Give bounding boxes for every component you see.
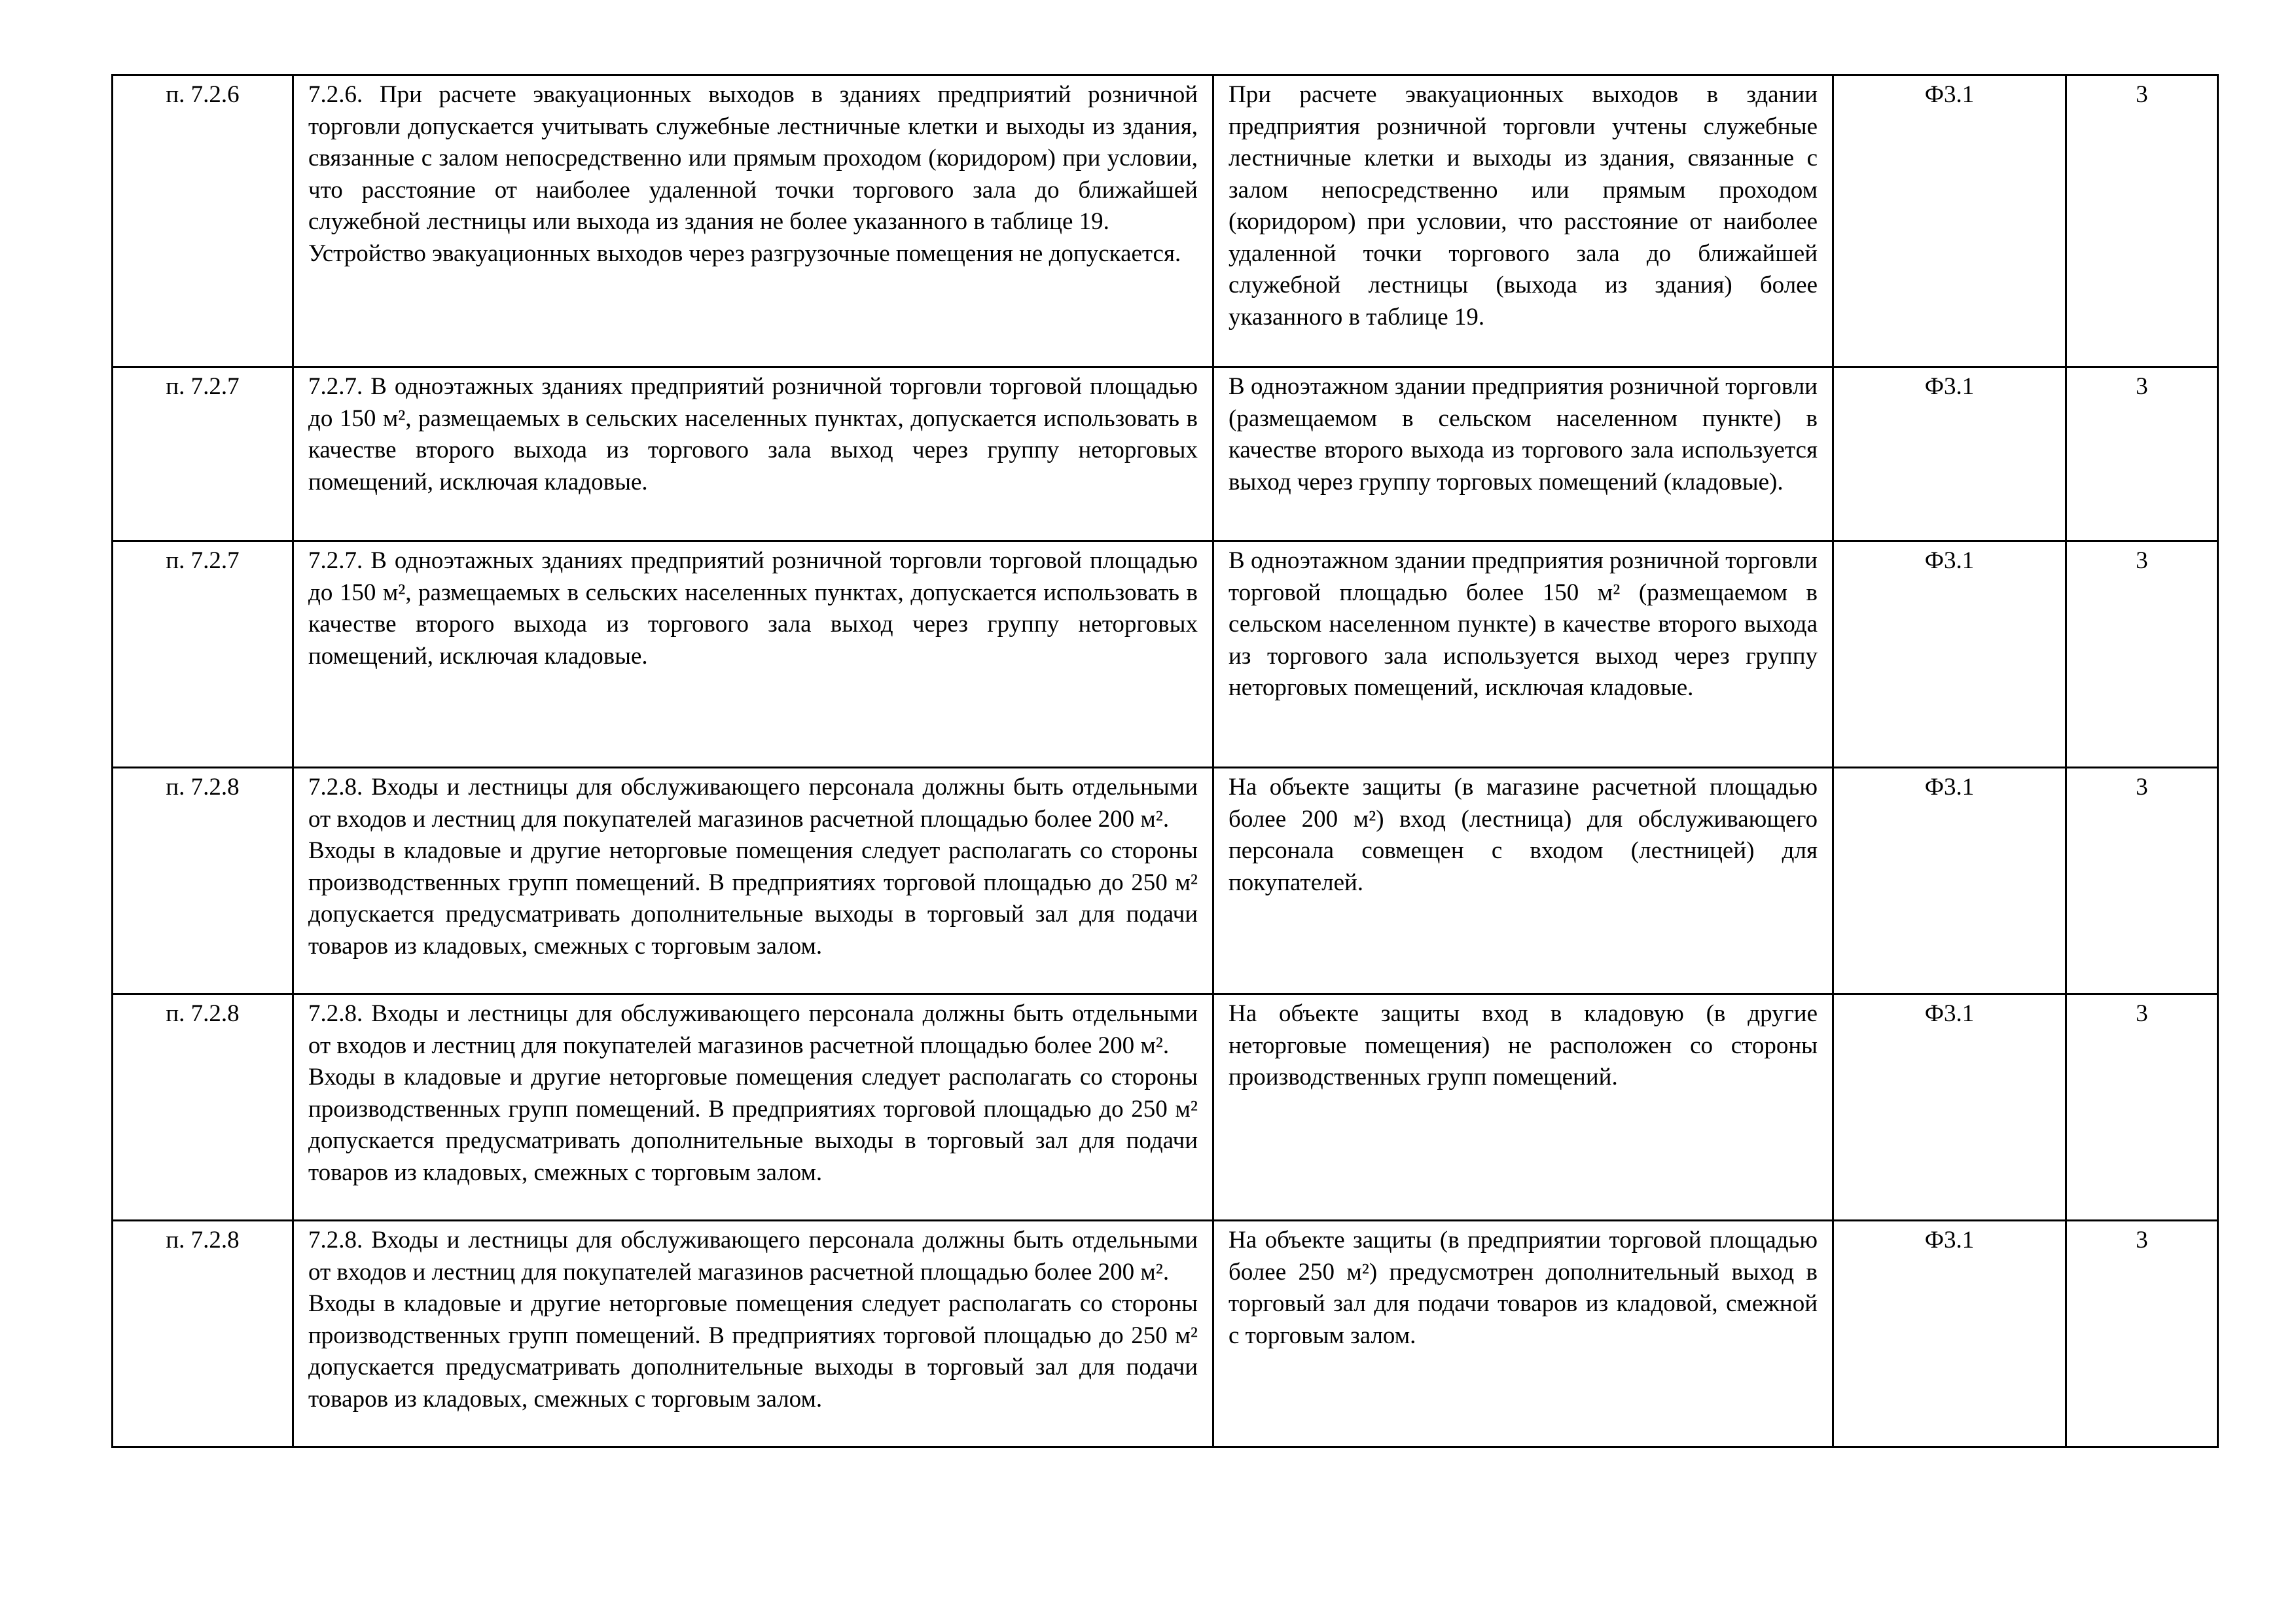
violation-text-cell xyxy=(1213,75,1833,367)
requirement-paragraph: Входы в кладовые и другие неторговые помещения следует располагать со стороны производственных групп помещений. В предприятиях торговой площадью до 250 м² допускается предусматривать дополнительные выходы в торговый зал для подачи товаров из кладовых, смежных с торговым залом. xyxy=(308,1290,1198,1413)
clause-ref-cell: п. 7.2.7 xyxy=(113,367,293,541)
violation-text-cell xyxy=(1213,1221,1833,1447)
functional-class-cell: Ф3.1 xyxy=(1833,994,2066,1221)
functional-class-cell: Ф3.1 xyxy=(1833,768,2066,994)
violation-paragraph: На объекте защиты (в магазине расчетной площадью более 200 м²) вход (лестница) для обслуживающего персонала совмещен с входом (лестницей) для покупателей. xyxy=(1229,774,1818,896)
functional-class-cell: Ф3.1 xyxy=(1833,1221,2066,1447)
violation-paragraph: На объекте защиты (в предприятии торговой площадью более 250 м²) предусмотрен дополнительный выход в торговый зал для подачи товаров из кладовой, смежной с торговым залом. xyxy=(1229,1227,1818,1349)
clause-ref-cell: п. 7.2.8 xyxy=(113,1221,293,1447)
category-cell: 3 xyxy=(2066,367,2218,541)
functional-class-cell: Ф3.1 xyxy=(1833,367,2066,541)
violation-paragraph: При расчете эвакуационных выходов в здании предприятия розничной торговли учтены служебные лестничные клетки и выходы из здания, связанные с залом непосредственно или прямым проходом (коридором) при условии, что расстояние от наиболее удаленной точки торгового зала до ближайшей служебной лестницы (выхода из здания) более указанного в таблице 19. xyxy=(1229,81,1818,331)
clause-ref-cell: п. 7.2.8 xyxy=(113,768,293,994)
requirement-paragraph: 7.2.6. При расчете эвакуационных выходов в зданиях предприятий розничной торговли допускается учитывать служебные лестничные клетки и выходы из здания, связанные с залом непосредственно или прямым проходом (коридором) при условии, что расстояние от наиболее удаленной точки торгового зала до ближайшей служебной лестницы или выхода из здания не более указанного в таблице 19. xyxy=(308,81,1198,235)
functional-class-cell: Ф3.1 xyxy=(1833,541,2066,768)
violation-text-cell xyxy=(1213,541,1833,768)
category-cell: 3 xyxy=(2066,768,2218,994)
requirement-text-cell xyxy=(293,541,1213,768)
requirement-text-cell xyxy=(293,994,1213,1221)
requirement-text-cell xyxy=(293,1221,1213,1447)
requirements-table xyxy=(111,74,2219,1448)
violation-text-cell xyxy=(1213,768,1833,994)
clause-ref-cell: п. 7.2.6 xyxy=(113,75,293,367)
table-row xyxy=(113,541,2218,768)
category-cell: 3 xyxy=(2066,1221,2218,1447)
requirement-paragraph: Входы в кладовые и другие неторговые помещения следует располагать со стороны производственных групп помещений. В предприятиях торговой площадью до 250 м² допускается предусматривать дополнительные выходы в торговый зал для подачи товаров из кладовых, смежных с торговым залом. xyxy=(308,1064,1198,1186)
table-row xyxy=(113,1221,2218,1447)
clause-ref-cell: п. 7.2.7 xyxy=(113,541,293,768)
category-cell: 3 xyxy=(2066,994,2218,1221)
requirement-paragraph: Устройство эвакуационных выходов через разгрузочные помещения не допускается. xyxy=(308,240,1181,267)
violation-paragraph: В одноэтажном здании предприятия розничной торговли торговой площадью более 150 м² (размещаемом в сельском населенном пункте) в качестве второго выхода из торгового зала используется выход через группу неторговых помещений, исключая кладовые. xyxy=(1229,547,1818,701)
violation-paragraph: На объекте защиты вход в кладовую (в другие неторговые помещения) не расположен со стороны производственных групп помещений. xyxy=(1229,1000,1818,1091)
requirement-text-cell xyxy=(293,768,1213,994)
requirement-paragraph: 7.2.8. Входы и лестницы для обслуживающего персонала должны быть отдельными от входов и лестниц для покупателей магазинов расчетной площадью более 200 м². xyxy=(308,774,1198,833)
table-row xyxy=(113,367,2218,541)
requirement-paragraph: Входы в кладовые и другие неторговые помещения следует располагать со стороны производственных групп помещений. В предприятиях торговой площадью до 250 м² допускается предусматривать дополнительные выходы в торговый зал для подачи товаров из кладовых, смежных с торговым залом. xyxy=(308,837,1198,960)
requirement-paragraph: 7.2.8. Входы и лестницы для обслуживающего персонала должны быть отдельными от входов и лестниц для покупателей магазинов расчетной площадью более 200 м². xyxy=(308,1000,1198,1059)
requirement-text-cell xyxy=(293,75,1213,367)
table-row xyxy=(113,994,2218,1221)
document-page xyxy=(111,74,2217,1448)
violation-text-cell xyxy=(1213,367,1833,541)
clause-ref-cell: п. 7.2.8 xyxy=(113,994,293,1221)
functional-class-cell: Ф3.1 xyxy=(1833,75,2066,367)
violation-text-cell xyxy=(1213,994,1833,1221)
category-cell: 3 xyxy=(2066,541,2218,768)
category-cell: 3 xyxy=(2066,75,2218,367)
requirement-text-cell xyxy=(293,367,1213,541)
violation-paragraph: В одноэтажном здании предприятия розничной торговли (размещаемом в сельском населенном пункте) в качестве второго выхода из торгового зала используется выход через группу торговых помещений (кладовые). xyxy=(1229,373,1818,496)
table-row xyxy=(113,768,2218,994)
table-row xyxy=(113,75,2218,367)
requirement-paragraph: 7.2.8. Входы и лестницы для обслуживающего персонала должны быть отдельными от входов и лестниц для покупателей магазинов расчетной площадью более 200 м². xyxy=(308,1227,1198,1286)
requirement-paragraph: 7.2.7. В одноэтажных зданиях предприятий розничной торговли торговой площадью до 150 м², размещаемых в сельских населенных пунктах, допускается использовать в качестве второго выхода из торгового зала выход через группу неторговых помещений, исключая кладовые. xyxy=(308,373,1198,496)
requirement-paragraph: 7.2.7. В одноэтажных зданиях предприятий розничной торговли торговой площадью до 150 м², размещаемых в сельских населенных пунктах, допускается использовать в качестве второго выхода из торгового зала выход через группу неторговых помещений, исключая кладовые. xyxy=(308,547,1198,670)
